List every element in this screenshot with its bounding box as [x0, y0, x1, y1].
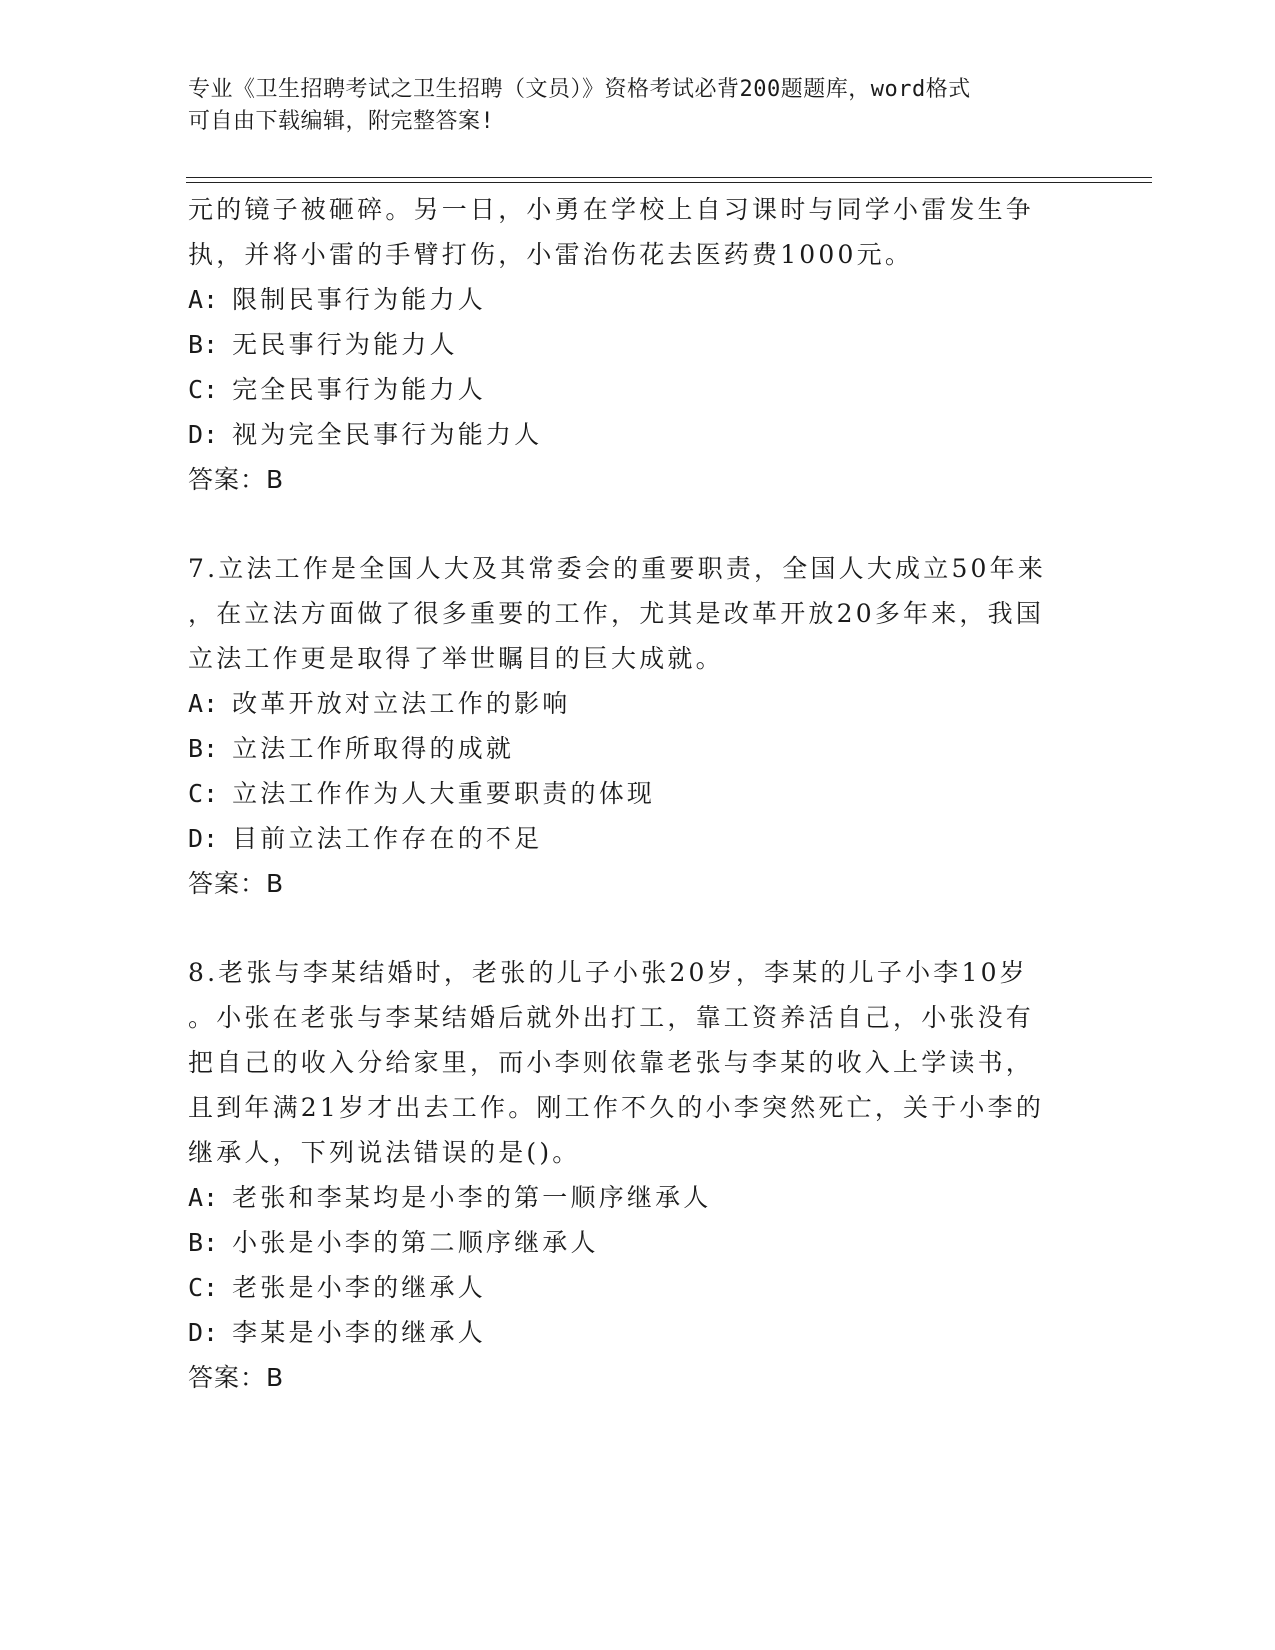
option-d	[188, 816, 1088, 861]
option-letter: B:	[188, 330, 219, 359]
option-a	[188, 681, 1088, 726]
option-c	[188, 367, 1088, 412]
header-title-line-1: 专业《卫生招聘考试之卫生招聘（文员）》资格考试必背200题题库，word格式	[188, 77, 971, 102]
option-letter: C:	[188, 1273, 219, 1302]
option-d	[188, 412, 1088, 457]
option-text: 限制民事行为能力人	[232, 285, 486, 314]
question-6	[188, 187, 1088, 502]
option-a	[188, 1175, 1088, 1220]
question-stem-line: 执，并将小雷的手臂打伤，小雷治伤花去医药费1000元。	[188, 240, 914, 269]
option-text: 改革开放对立法工作的影响	[232, 689, 571, 718]
header-divider-top	[186, 177, 1152, 178]
option-letter: B:	[188, 734, 219, 763]
question-list	[188, 187, 1088, 1400]
option-c	[188, 771, 1088, 816]
option-letter: C:	[188, 375, 219, 404]
question-7	[188, 546, 1088, 906]
question-stem-line: 元的镜子被砸碎。另一日，小勇在学校上自习课时与同学小雷发生争	[188, 195, 1035, 224]
question-stem-line: 。小张在老张与李某结婚后就外出打工，靠工资养活自己，小张没有	[188, 1003, 1035, 1032]
document-header	[188, 74, 1068, 138]
question-stem-line: 且到年满21岁才出去工作。刚工作不久的小李突然死亡，关于小李的	[188, 1093, 1045, 1122]
answer-line: 答案：B	[188, 465, 285, 494]
question-stem-line: 立法工作更是取得了举世瞩目的巨大成就。	[188, 644, 724, 673]
option-b	[188, 1220, 1088, 1265]
option-text: 目前立法工作存在的不足	[232, 824, 543, 853]
option-text: 视为完全民事行为能力人	[232, 420, 543, 449]
option-text: 小张是小李的第二顺序继承人	[232, 1228, 599, 1257]
option-b	[188, 726, 1088, 771]
question-stem-line: 8.老张与李某结婚时，老张的儿子小张20岁，李某的儿子小李10岁	[188, 958, 1028, 987]
question-stem-line: 把自己的收入分给家里，而小李则依靠老张与李某的收入上学读书，	[188, 1048, 1035, 1077]
answer-line: 答案：B	[188, 869, 285, 898]
option-letter: C:	[188, 779, 219, 808]
option-letter: A:	[188, 1183, 219, 1212]
option-letter: A:	[188, 285, 219, 314]
option-d	[188, 1310, 1088, 1355]
option-letter: D:	[188, 420, 219, 449]
option-b	[188, 322, 1088, 367]
header-title-line-2: 可自由下载编辑，附完整答案!	[188, 109, 495, 134]
question-8	[188, 950, 1088, 1400]
option-letter: A:	[188, 689, 219, 718]
question-stem-line: 7.立法工作是全国人大及其常委会的重要职责，全国人大成立50年来	[188, 554, 1047, 583]
question-stem-line: ，在立法方面做了很多重要的工作，尤其是改革开放20多年来，我国	[188, 599, 1045, 628]
question-stem-line: 继承人，下列说法错误的是()。	[188, 1138, 581, 1167]
answer-line: 答案：B	[188, 1363, 285, 1392]
option-letter: D:	[188, 824, 219, 853]
option-c	[188, 1265, 1088, 1310]
option-text: 老张和李某均是小李的第一顺序继承人	[232, 1183, 712, 1212]
option-text: 立法工作作为人大重要职责的体现	[232, 779, 656, 808]
option-text: 完全民事行为能力人	[232, 375, 486, 404]
header-divider-bottom	[186, 182, 1152, 183]
option-letter: D:	[188, 1318, 219, 1347]
option-text: 立法工作所取得的成就	[232, 734, 515, 763]
option-text: 老张是小李的继承人	[232, 1273, 486, 1302]
option-text: 李某是小李的继承人	[232, 1318, 486, 1347]
option-text: 无民事行为能力人	[232, 330, 458, 359]
option-letter: B:	[188, 1228, 219, 1257]
option-a	[188, 277, 1088, 322]
